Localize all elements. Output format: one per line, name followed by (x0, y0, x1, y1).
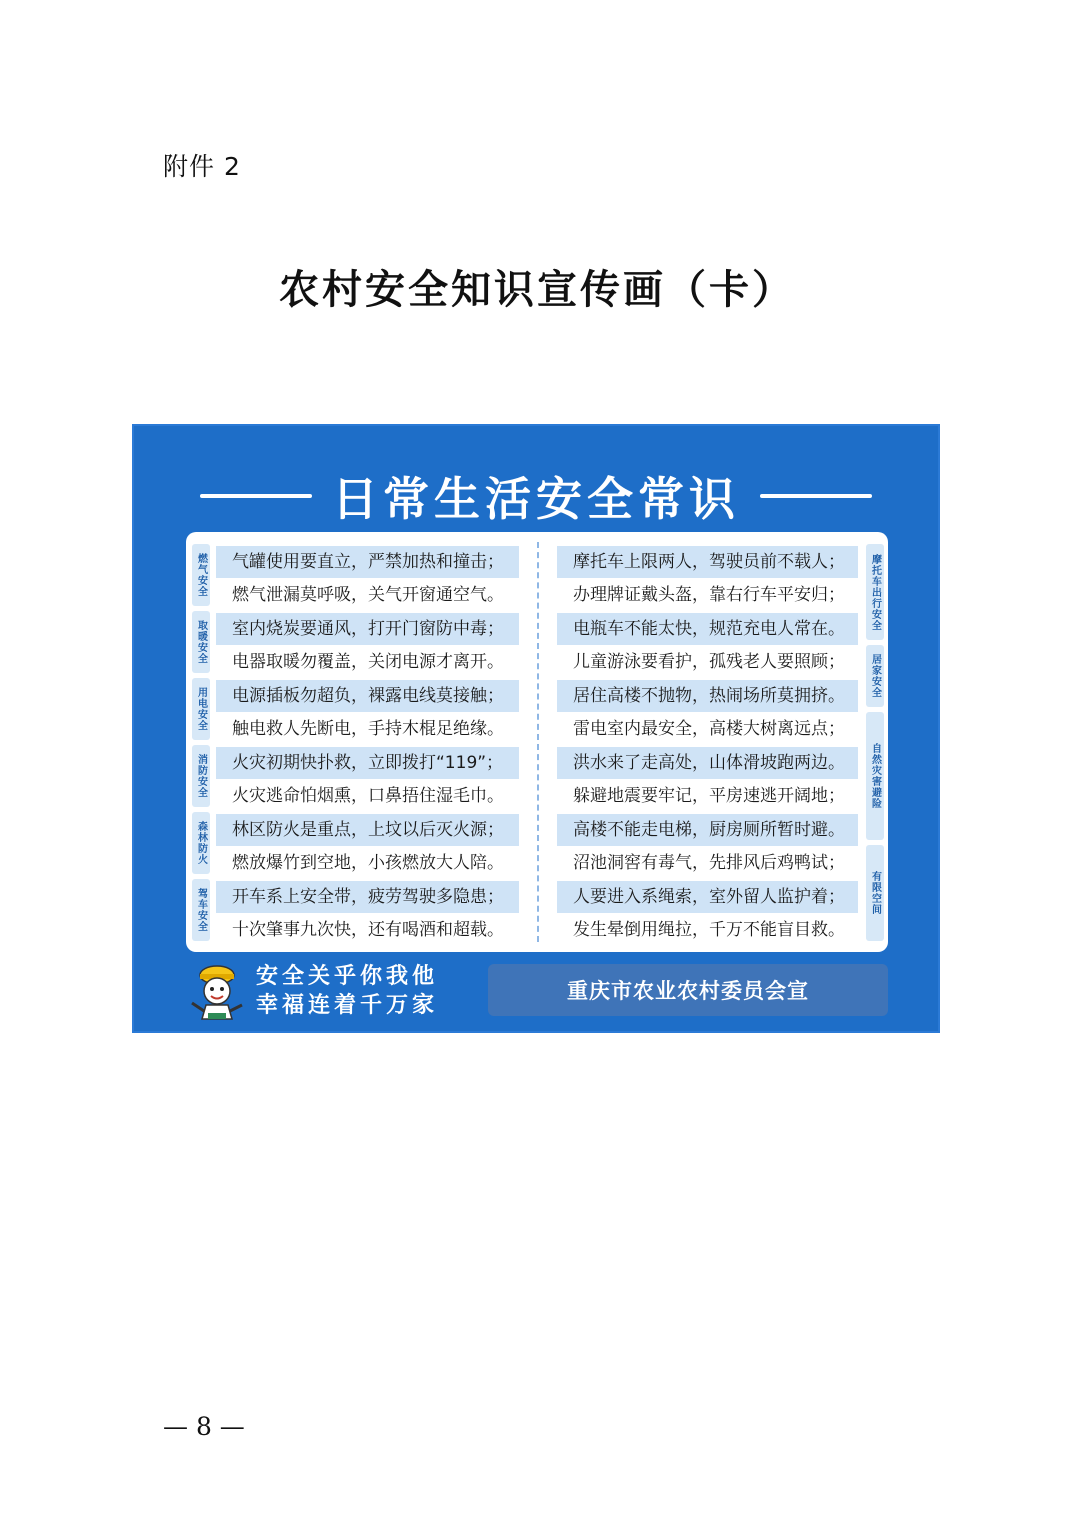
page-number: — 8 — (163, 1412, 245, 1441)
category-heating-safety: 取暖安全 (192, 611, 210, 673)
right-line-5: 居住高楼不抛物，热闹场所莫拥挤。 (557, 680, 858, 712)
category-gas-safety: 燃气安全 (192, 544, 210, 606)
poster-heading (134, 466, 938, 526)
left-line-8: 火灾逃命怕烟熏，口鼻捂住湿毛巾。 (232, 786, 504, 806)
left-line-10: 燃放爆竹到空地，小孩燃放大人陪。 (232, 853, 504, 873)
heading-rule-left (200, 494, 312, 498)
right-line-2: 办理牌证戴头盔，靠右行车平安归； (573, 585, 845, 605)
knowledge-panel (186, 532, 888, 952)
right-line-10: 沼池洞窖有毒气，先排风后鸡鸭试； (573, 853, 845, 873)
right-line-12: 发生晕倒用绳拉，千万不能盲目救。 (573, 920, 845, 940)
left-line-7: 火灾初期快扑救，立即拨打“119”； (216, 747, 519, 779)
safety-mascot-icon (186, 961, 248, 1023)
right-line-6: 雷电室内最安全，高楼大树离远点； (573, 719, 845, 739)
left-line-1: 气罐使用要直立，严禁加热和撞击； (216, 546, 519, 578)
category-electric-safety: 用电安全 (192, 678, 210, 740)
poster-title: 日常生活安全常识 (332, 472, 740, 526)
right-line-11: 人要进入系绳索，室外留人监护着； (557, 881, 858, 913)
right-line-3: 电瓶车不能太快，规范充电人常在。 (557, 613, 858, 645)
category-driving-safety: 驾车安全 (192, 879, 210, 941)
left-line-2: 燃气泄漏莫呼吸，关气开窗通空气。 (232, 585, 504, 605)
left-line-11: 开车系上安全带，疲劳驾驶多隐患； (216, 881, 519, 913)
left-line-12: 十次肇事九次快，还有喝酒和超载。 (232, 920, 504, 940)
slogan-line-2: 幸福连着千万家 (256, 993, 439, 1018)
left-line-6: 触电救人先断电，手持木棍足绝缘。 (232, 719, 504, 739)
attachment-label: 附件 2 (163, 152, 241, 181)
issuer-label: 重庆市农业农村委员会宣 (488, 964, 888, 1016)
category-disaster-avoidance: 自然灾害避险 (866, 712, 884, 840)
left-line-9: 林区防火是重点，上坟以后灭火源； (216, 814, 519, 846)
right-line-4: 儿童游泳要看护，孤残老人要照顾； (573, 652, 845, 672)
right-line-1: 摩托车上限两人，驾驶员前不载人； (557, 546, 858, 578)
category-fire-safety: 消防安全 (192, 745, 210, 807)
category-confined-space: 有限空间 (866, 845, 884, 941)
document-title: 农村安全知识宣传画（卡） (279, 266, 795, 313)
heading-rule-right (760, 494, 872, 498)
right-line-8: 躲避地震要牢记，平房速逃开阔地； (573, 786, 845, 806)
column-divider (537, 542, 539, 942)
category-forest-fire: 森林防火 (192, 812, 210, 874)
left-line-5: 电源插板勿超负，裸露电线莫接触； (216, 680, 519, 712)
safety-poster (132, 424, 940, 1033)
slogan-line-1: 安全关乎你我他 (256, 964, 439, 989)
left-line-3: 室内烧炭要通风，打开门窗防中毒； (216, 613, 519, 645)
category-motorcycle-safety: 摩托车出行安全 (866, 544, 884, 640)
safety-slogan (256, 962, 438, 1020)
left-line-4: 电器取暖勿覆盖，关闭电源才离开。 (232, 652, 504, 672)
category-home-safety: 居家安全 (866, 645, 884, 707)
right-line-7: 洪水来了走高处，山体滑坡跑两边。 (557, 747, 858, 779)
right-line-9: 高楼不能走电梯，厨房厕所暂时避。 (557, 814, 858, 846)
